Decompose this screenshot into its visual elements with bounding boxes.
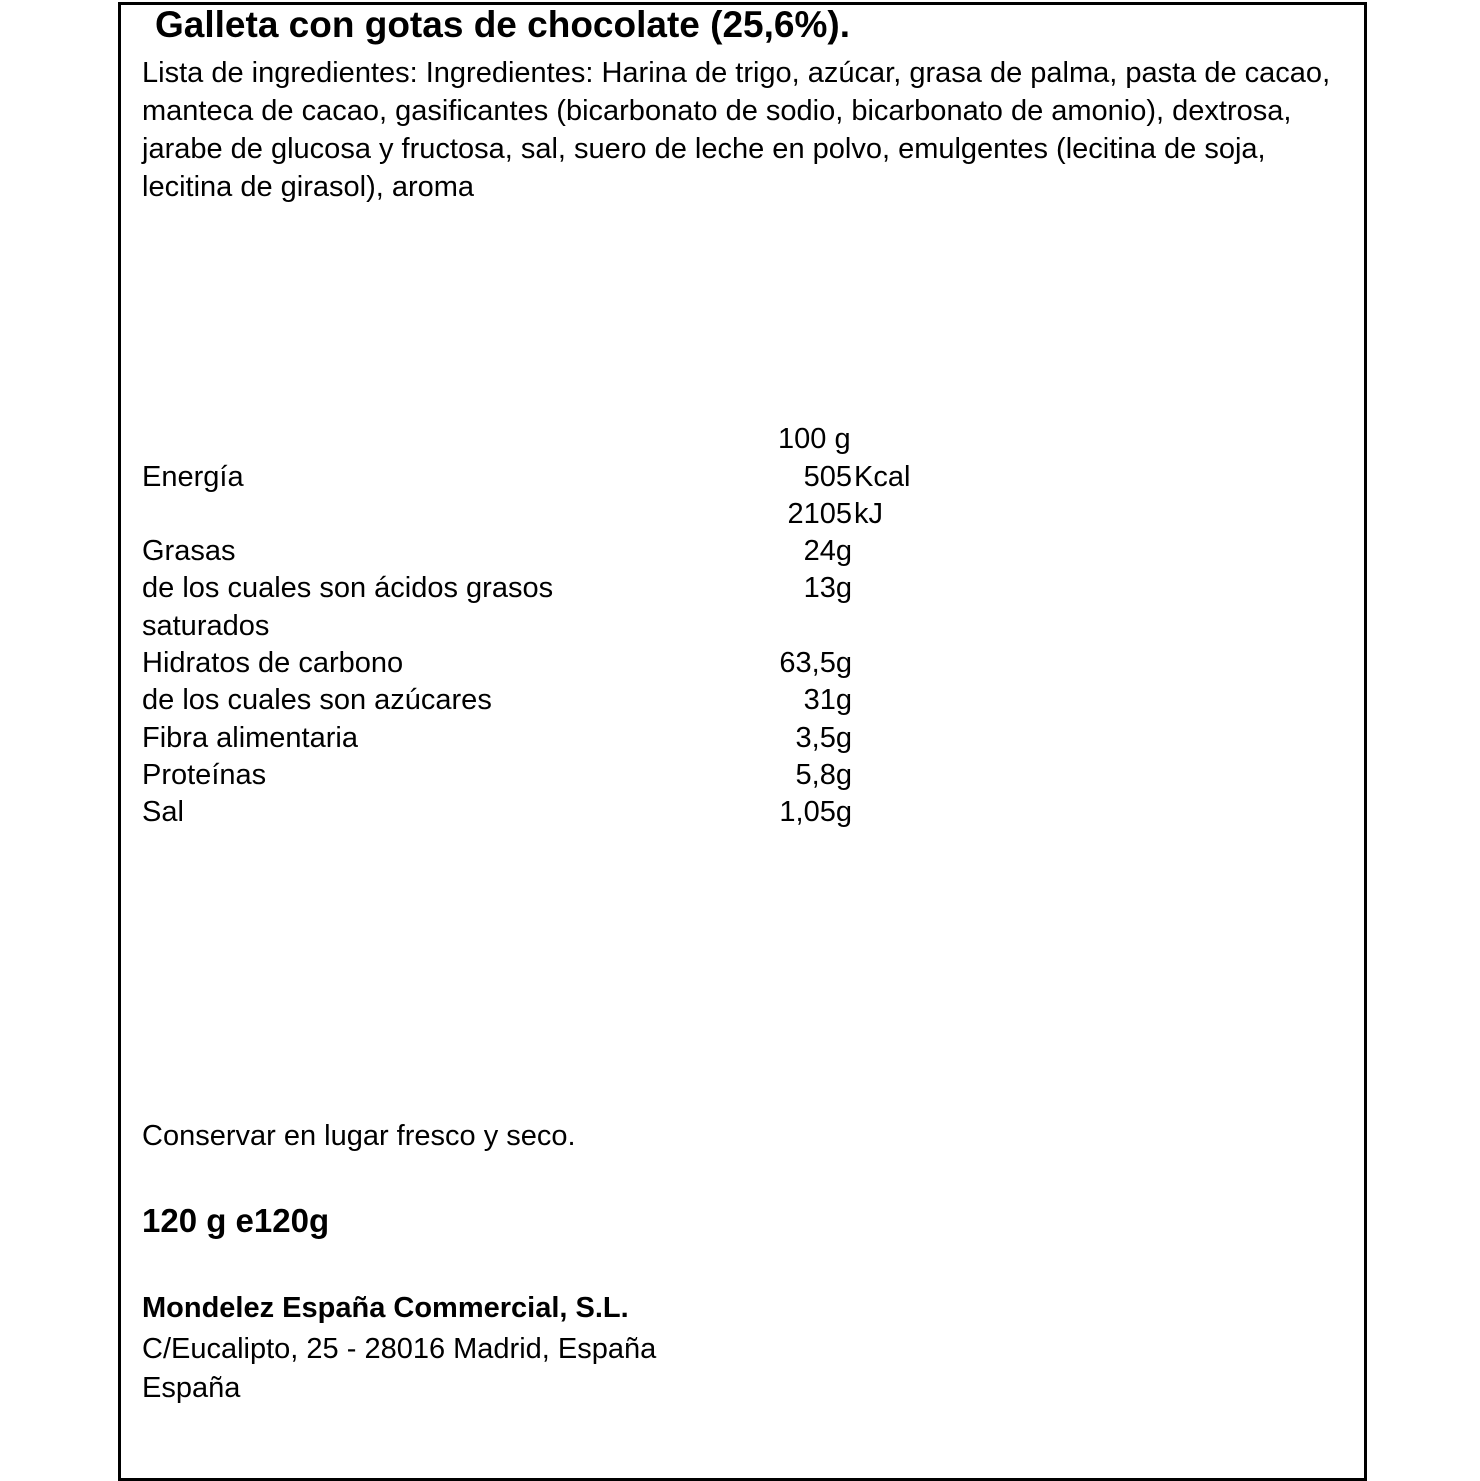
saturated-label-continued: saturados: [142, 610, 270, 642]
sugars-label: de los cuales son azúcares: [142, 684, 492, 716]
saturated-value: 13g: [803, 572, 852, 604]
nutrition-column-header: 100 g: [778, 423, 851, 455]
energy-label: Energía: [142, 461, 244, 493]
protein-value: 5,8g: [795, 759, 852, 791]
ingredients-list: Lista de ingredientes: Ingredientes: Harina de trigo, azúcar, grasa de palma, pasta de cacao, manteca de cacao, gasificantes (bicarbonato de sodio, bicarbonato de amonio), dextrosa, jarabe de glucosa y fructosa, sal, suero de leche en polvo, emulgentes (lecitina de soja, lecitina de girasol), aroma: [142, 57, 1331, 203]
fiber-label: Fibra alimentaria: [142, 722, 358, 754]
protein-label: Proteínas: [142, 759, 267, 791]
product-title: Galleta con gotas de chocolate (25,6%).: [155, 4, 850, 45]
manufacturer-name: Mondelez España Commercial, S.L.: [142, 1292, 629, 1324]
fiber-value: 3,5g: [795, 722, 852, 754]
carbs-label: Hidratos de carbono: [142, 647, 404, 679]
sugars-value: 31g: [803, 684, 852, 716]
manufacturer-address: C/Eucalipto, 25 - 28016 Madrid, España: [142, 1333, 657, 1365]
net-weight: 120 g e120g: [142, 1202, 330, 1239]
fat-value: 24g: [803, 535, 852, 567]
manufacturer-country: España: [142, 1372, 241, 1404]
carbs-value: 63,5g: [779, 647, 852, 679]
energy-kcal-value: 505: [803, 461, 852, 493]
salt-label: Sal: [142, 796, 184, 828]
energy-kj-value: 2105: [787, 498, 852, 530]
salt-value: 1,05g: [779, 796, 852, 828]
energy-kj-unit: kJ: [854, 498, 883, 530]
saturated-label: de los cuales son ácidos grasos: [142, 572, 554, 604]
fat-label: Grasas: [142, 535, 236, 567]
storage-instructions: Conservar en lugar fresco y seco.: [142, 1120, 576, 1152]
energy-kcal-unit: Kcal: [854, 461, 911, 493]
